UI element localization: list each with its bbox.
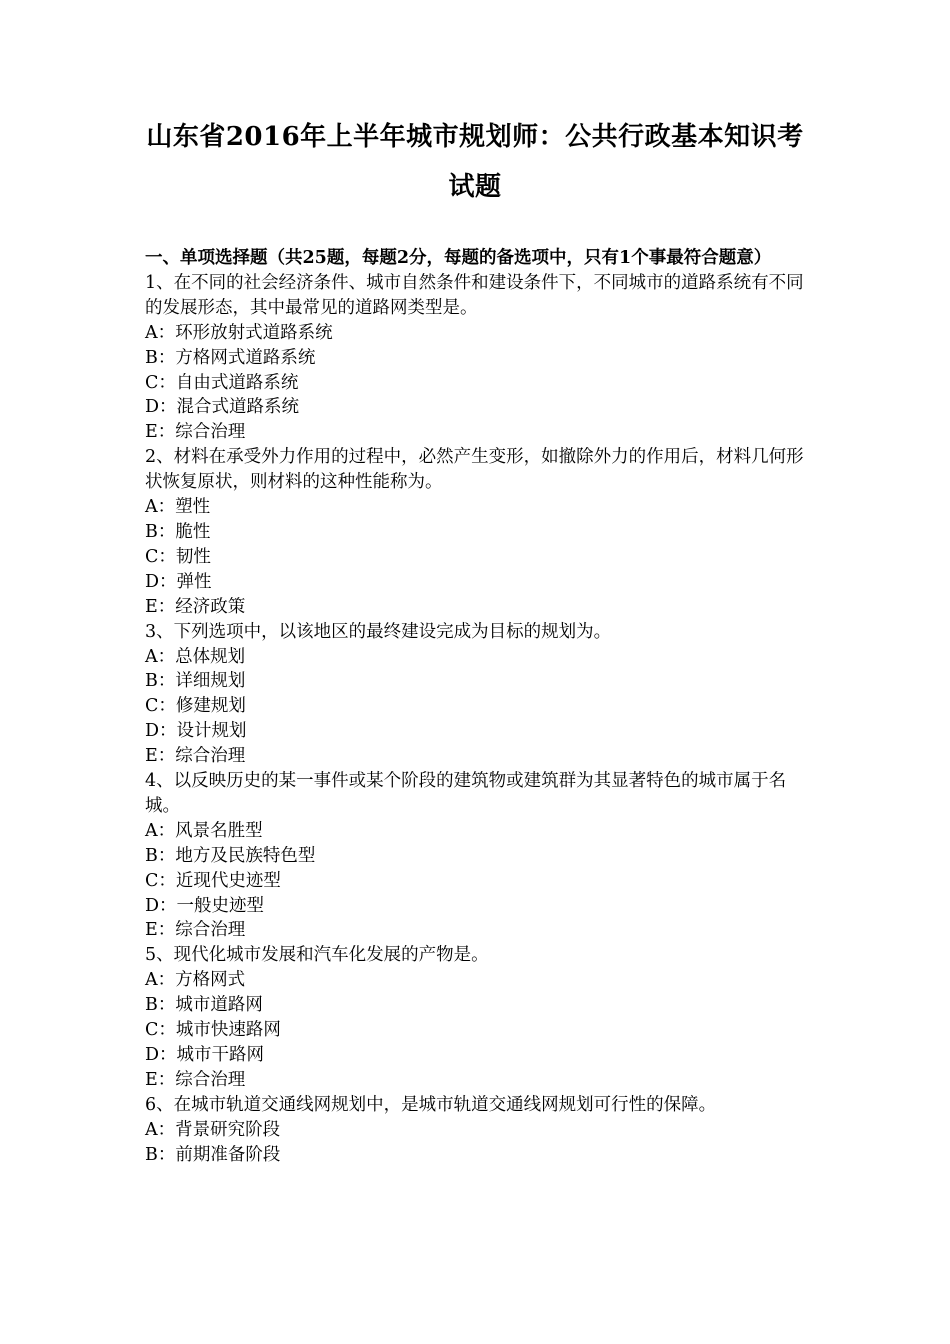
question-2 bbox=[145, 445, 810, 619]
option-c: C：近现代史迹型 bbox=[145, 870, 281, 891]
question-text: 2、材料在承受外力作用的过程中，必然产生变形，如撤除外力的作用后，材料几何形状恢复原状，则材料的这种性能称为。 bbox=[145, 447, 804, 493]
option-d: D：一般史迹型 bbox=[145, 895, 265, 916]
option-b: B：方格网式道路系统 bbox=[145, 347, 316, 368]
option-b: B：详细规划 bbox=[145, 671, 246, 692]
option-a: A：塑性 bbox=[145, 497, 211, 518]
question-4 bbox=[145, 769, 810, 943]
question-text: 4、以反映历史的某一事件或某个阶段的建筑物或建筑群为其显著特色的城市属于名城。 bbox=[145, 771, 787, 816]
option-b: B：地方及民族特色型 bbox=[145, 845, 316, 866]
option-b: B：城市道路网 bbox=[145, 995, 263, 1016]
option-c: C：自由式道路系统 bbox=[145, 372, 299, 393]
question-3 bbox=[145, 620, 810, 769]
question-text: 3、下列选项中，以该地区的最终建设完成为目标的规划为。 bbox=[145, 621, 612, 642]
option-d: D：设计规划 bbox=[145, 721, 247, 742]
option-e: E：综合治理 bbox=[145, 1069, 246, 1090]
option-b: B：前期准备阶段 bbox=[145, 1144, 281, 1165]
option-d: D：城市干路网 bbox=[145, 1045, 265, 1065]
option-a: A：方格网式 bbox=[145, 970, 246, 991]
question-text: 1、在不同的社会经济条件、城市自然条件和建设条件下，不同城市的道路系统有不同的发展形态，其中最常见的道路网类型是。 bbox=[145, 272, 804, 318]
question-text: 5、现代化城市发展和汽车化发展的产物是。 bbox=[145, 945, 489, 966]
option-c: C：韧性 bbox=[145, 546, 211, 567]
document-title: 山东省2016年上半年城市规划师：公共行政基本知识考试题 bbox=[146, 122, 804, 202]
option-a: A：风景名胜型 bbox=[145, 820, 263, 841]
document-body bbox=[145, 246, 810, 1168]
option-c: C：修建规划 bbox=[145, 696, 246, 717]
option-a: A：总体规划 bbox=[145, 646, 246, 667]
option-d: D：弹性 bbox=[145, 571, 212, 592]
option-a: A：背景研究阶段 bbox=[145, 1119, 281, 1140]
question-text: 6、在城市轨道交通线网规划中，是城市轨道交通线网规划可行性的保障。 bbox=[145, 1094, 717, 1115]
option-e: E：经济政策 bbox=[145, 596, 246, 617]
option-d: D：混合式道路系统 bbox=[145, 397, 300, 418]
option-a: A：环形放射式道路系统 bbox=[145, 322, 333, 343]
question-6 bbox=[145, 1093, 810, 1168]
question-5 bbox=[145, 943, 810, 1092]
option-c: C：城市快速路网 bbox=[145, 1020, 281, 1041]
option-e: E：综合治理 bbox=[145, 920, 246, 941]
option-e: E：综合治理 bbox=[145, 746, 246, 767]
option-b: B：脆性 bbox=[145, 521, 211, 542]
option-e: E：综合治理 bbox=[145, 422, 246, 443]
section-heading: 一、单项选择题（共25题，每题2分，每题的备选项中，只有1个事最符合题意） bbox=[145, 248, 772, 268]
question-1 bbox=[145, 271, 810, 445]
